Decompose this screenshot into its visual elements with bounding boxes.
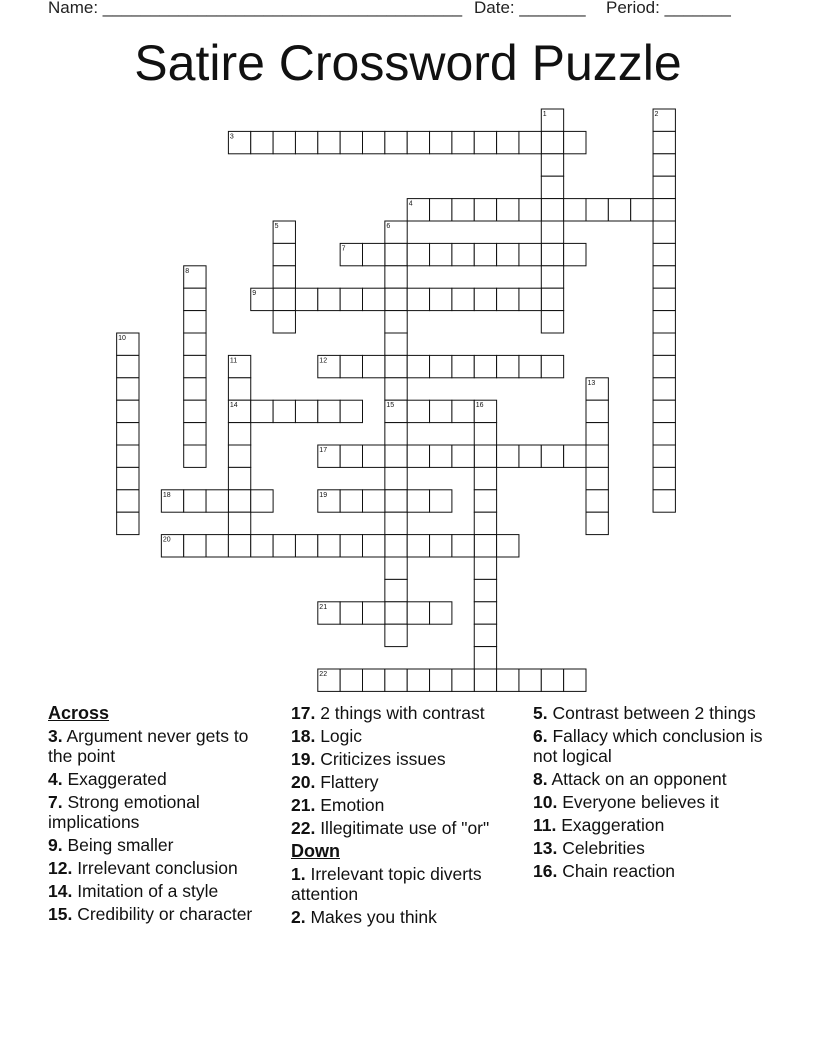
grid-cell[interactable] xyxy=(295,131,317,153)
grid-cell[interactable] xyxy=(497,243,519,265)
grid-cell[interactable] xyxy=(452,131,474,153)
clue-item: 14. Imitation of a style xyxy=(48,881,219,901)
grid-cell[interactable] xyxy=(318,400,340,422)
name-field[interactable]: Name: ______________________________________ xyxy=(48,0,463,17)
cell-number: 13 xyxy=(587,379,596,387)
grid-cell[interactable] xyxy=(363,243,385,265)
grid-cell[interactable] xyxy=(318,535,340,557)
grid-cell[interactable] xyxy=(407,355,429,377)
grid-cell[interactable] xyxy=(519,199,541,221)
clue-item: 10. Everyone believes it xyxy=(533,792,719,812)
grid-cell[interactable] xyxy=(653,400,675,422)
grid-cell[interactable] xyxy=(273,266,295,288)
grid-cell[interactable] xyxy=(385,266,407,288)
page-title: Satire Crossword Puzzle xyxy=(134,35,682,91)
clue-item: 17. 2 things with contrast xyxy=(291,703,485,723)
grid-cell[interactable] xyxy=(586,199,608,221)
grid-cell[interactable] xyxy=(184,311,206,333)
grid-cell[interactable] xyxy=(430,400,452,422)
grid-cell[interactable] xyxy=(653,288,675,310)
grid-cell[interactable] xyxy=(340,400,362,422)
cell-number: 2 xyxy=(654,111,659,118)
grid-cell[interactable] xyxy=(228,423,250,445)
clue-item: 16. Chain reaction xyxy=(533,861,676,881)
grid-cell[interactable] xyxy=(430,445,452,467)
clue-item: 22. Illegitimate use of "or" xyxy=(291,818,490,838)
grid-cell[interactable] xyxy=(519,243,541,265)
grid-cell[interactable] xyxy=(474,131,496,153)
grid-cell[interactable] xyxy=(273,400,295,422)
grid-cell[interactable] xyxy=(474,579,496,601)
grid-cell[interactable] xyxy=(474,624,496,646)
grid-cell[interactable] xyxy=(184,355,206,377)
clues-column-1 xyxy=(48,703,270,927)
grid-cell[interactable] xyxy=(653,423,675,445)
grid-cell[interactable] xyxy=(117,423,139,445)
grid-cell[interactable] xyxy=(452,400,474,422)
clue-item: 4. Exaggerated xyxy=(48,769,167,789)
grid-cell[interactable] xyxy=(385,243,407,265)
grid-cell[interactable] xyxy=(184,333,206,355)
clue-item: 19. Criticizes issues xyxy=(291,749,446,769)
grid-cell[interactable] xyxy=(497,445,519,467)
grid-cell[interactable] xyxy=(452,669,474,691)
clue-item: 2. Makes you think xyxy=(291,907,437,927)
cell-number: 15 xyxy=(386,402,395,410)
grid-cell[interactable] xyxy=(363,669,385,691)
grid-cell[interactable] xyxy=(474,423,496,445)
grid-cell[interactable] xyxy=(117,400,139,422)
grid-cell[interactable] xyxy=(117,490,139,512)
grid-cell[interactable] xyxy=(497,288,519,310)
grid-cell[interactable] xyxy=(251,400,273,422)
grid-cell[interactable] xyxy=(206,535,228,557)
grid-cell[interactable] xyxy=(586,445,608,467)
grid-cell[interactable] xyxy=(519,288,541,310)
clue-item: 7. Strong emotional implications xyxy=(48,792,200,832)
grid-cell[interactable] xyxy=(228,445,250,467)
grid-cell[interactable] xyxy=(474,355,496,377)
grid-cell[interactable] xyxy=(228,535,250,557)
grid-cell[interactable] xyxy=(474,445,496,467)
grid-cell[interactable] xyxy=(653,154,675,176)
grid-cell[interactable] xyxy=(497,199,519,221)
grid-cell[interactable] xyxy=(474,535,496,557)
grid-cell[interactable] xyxy=(318,131,340,153)
date-field[interactable]: Date: _______ xyxy=(474,0,586,17)
grid-cell[interactable] xyxy=(586,467,608,489)
grid-cell[interactable] xyxy=(564,199,586,221)
grid-cell[interactable] xyxy=(251,490,273,512)
grid-cell[interactable] xyxy=(340,445,362,467)
grid-cell[interactable] xyxy=(541,445,563,467)
grid-cell[interactable] xyxy=(653,467,675,489)
grid-cell[interactable] xyxy=(653,131,675,153)
grid-cell[interactable] xyxy=(363,355,385,377)
grid-cell[interactable] xyxy=(653,221,675,243)
grid-cell[interactable] xyxy=(407,131,429,153)
grid-cell[interactable] xyxy=(474,490,496,512)
clue-item: 13. Celebrities xyxy=(533,838,645,858)
grid-cell[interactable] xyxy=(340,669,362,691)
grid-cell[interactable] xyxy=(474,288,496,310)
grid-cell[interactable] xyxy=(497,535,519,557)
cell-number: 11 xyxy=(229,357,238,365)
grid-cell[interactable] xyxy=(653,355,675,377)
cell-number: 8 xyxy=(185,267,190,275)
grid-cell[interactable] xyxy=(184,423,206,445)
clue-item: 6. Fallacy which conclusion is not logical xyxy=(533,726,763,766)
cell-number: 10 xyxy=(118,335,126,342)
grid-cell[interactable] xyxy=(228,467,250,489)
grid-cell[interactable] xyxy=(564,669,586,691)
grid-cell[interactable] xyxy=(497,355,519,377)
cell-number: 1 xyxy=(542,111,547,118)
grid-cell[interactable] xyxy=(184,535,206,557)
grid-cell[interactable] xyxy=(564,243,586,265)
grid-cell[interactable] xyxy=(653,378,675,400)
grid-cell[interactable] xyxy=(586,512,608,534)
grid-cell[interactable] xyxy=(184,445,206,467)
grid-cell[interactable] xyxy=(363,490,385,512)
grid-cell[interactable] xyxy=(385,602,407,624)
cell-number: 17 xyxy=(319,447,328,454)
grid-cell[interactable] xyxy=(430,602,452,624)
clues-column-2 xyxy=(291,703,523,930)
grid-cell[interactable] xyxy=(385,131,407,153)
cell-number: 3 xyxy=(229,133,234,141)
grid-cell[interactable] xyxy=(407,669,429,691)
grid-cell[interactable] xyxy=(363,288,385,310)
grid-cell[interactable] xyxy=(385,445,407,467)
cell-number: 9 xyxy=(252,290,257,298)
grid-cell[interactable] xyxy=(184,490,206,512)
cell-number: 12 xyxy=(319,357,328,365)
grid-cell[interactable] xyxy=(519,669,541,691)
grid-cell[interactable] xyxy=(653,445,675,467)
grid-cell[interactable] xyxy=(497,131,519,153)
grid-cell[interactable] xyxy=(184,378,206,400)
grid-cell[interactable] xyxy=(541,355,563,377)
grid-cell[interactable] xyxy=(474,669,496,691)
cell-number: 5 xyxy=(274,223,279,230)
cell-number: 20 xyxy=(162,536,171,544)
grid-cell[interactable] xyxy=(430,288,452,310)
grid-cell[interactable] xyxy=(385,378,407,400)
grid-cell[interactable] xyxy=(117,512,139,534)
grid-cell[interactable] xyxy=(385,467,407,489)
grid-cell[interactable] xyxy=(340,355,362,377)
grid-cell[interactable] xyxy=(295,288,317,310)
grid-cell[interactable] xyxy=(407,288,429,310)
grid-cell[interactable] xyxy=(564,131,586,153)
grid-cell[interactable] xyxy=(564,445,586,467)
grid-cell[interactable] xyxy=(385,423,407,445)
cell-number: 21 xyxy=(319,603,328,611)
grid-cell[interactable] xyxy=(251,535,273,557)
grid-cell[interactable] xyxy=(452,199,474,221)
grid-cell[interactable] xyxy=(452,288,474,310)
grid-cell[interactable] xyxy=(541,131,563,153)
cell-number: 22 xyxy=(319,671,328,678)
clue-item: 5. Contrast between 2 things xyxy=(533,703,756,723)
grid-cell[interactable] xyxy=(251,131,273,153)
grid-cell[interactable] xyxy=(541,154,563,176)
grid-cell[interactable] xyxy=(407,445,429,467)
cell-number: 4 xyxy=(408,200,413,208)
grid-cell[interactable] xyxy=(117,355,139,377)
grid-cell[interactable] xyxy=(541,176,563,198)
grid-cell[interactable] xyxy=(541,199,563,221)
grid-cell[interactable] xyxy=(653,176,675,198)
grid-cell[interactable] xyxy=(452,535,474,557)
grid-cell[interactable] xyxy=(474,467,496,489)
grid-cell[interactable] xyxy=(474,557,496,579)
grid-cell[interactable] xyxy=(474,243,496,265)
cell-number: 19 xyxy=(319,491,328,499)
grid-cell[interactable] xyxy=(586,490,608,512)
clue-item: 9. Being smaller xyxy=(48,835,174,855)
grid-cell[interactable] xyxy=(385,512,407,534)
grid-cell[interactable] xyxy=(385,490,407,512)
grid-cell[interactable] xyxy=(541,288,563,310)
grid-cell[interactable] xyxy=(363,535,385,557)
grid-cell[interactable] xyxy=(430,131,452,153)
grid-cell[interactable] xyxy=(653,266,675,288)
cell-number: 18 xyxy=(162,491,171,499)
grid-cell[interactable] xyxy=(228,378,250,400)
grid-cell[interactable] xyxy=(586,423,608,445)
grid-cell[interactable] xyxy=(541,221,563,243)
grid-cell[interactable] xyxy=(541,311,563,333)
grid-cell[interactable] xyxy=(407,243,429,265)
grid-cell[interactable] xyxy=(295,400,317,422)
grid-cell[interactable] xyxy=(228,490,250,512)
grid-cell[interactable] xyxy=(385,579,407,601)
grid-cell[interactable] xyxy=(430,490,452,512)
grid-cell[interactable] xyxy=(541,669,563,691)
grid-cell[interactable] xyxy=(184,400,206,422)
grid-cell[interactable] xyxy=(340,131,362,153)
grid-cell[interactable] xyxy=(430,243,452,265)
grid-cell[interactable] xyxy=(430,535,452,557)
grid-cell[interactable] xyxy=(340,535,362,557)
grid-cell[interactable] xyxy=(474,512,496,534)
cell-number: 16 xyxy=(475,402,484,410)
grid-cell[interactable] xyxy=(474,602,496,624)
grid-cell[interactable] xyxy=(385,333,407,355)
grid-cell[interactable] xyxy=(273,288,295,310)
clue-item: 12. Irrelevant conclusion xyxy=(48,858,238,878)
grid-cell[interactable] xyxy=(519,445,541,467)
clue-item: 15. Credibility or character xyxy=(48,904,253,924)
grid-cell[interactable] xyxy=(452,355,474,377)
grid-cell[interactable] xyxy=(407,535,429,557)
grid-cell[interactable] xyxy=(295,535,317,557)
grid-cell[interactable] xyxy=(653,333,675,355)
grid-cell[interactable] xyxy=(385,669,407,691)
grid-cell[interactable] xyxy=(653,311,675,333)
grid-cell[interactable] xyxy=(363,131,385,153)
grid-cell[interactable] xyxy=(318,288,340,310)
grid-cell[interactable] xyxy=(273,131,295,153)
clue-item: 18. Logic xyxy=(291,726,363,746)
grid-cell[interactable] xyxy=(273,243,295,265)
grid-cell[interactable] xyxy=(519,355,541,377)
grid-cell[interactable] xyxy=(653,199,675,221)
grid-cell[interactable] xyxy=(452,243,474,265)
grid-cell[interactable] xyxy=(385,535,407,557)
clue-item: 3. Argument never gets to the point xyxy=(48,726,249,766)
grid-cell[interactable] xyxy=(474,647,496,669)
clue-item: 1. Irrelevant topic diverts attention xyxy=(291,864,482,904)
grid-cell[interactable] xyxy=(385,355,407,377)
grid-cell[interactable] xyxy=(385,311,407,333)
grid-cell[interactable] xyxy=(541,243,563,265)
grid-cell[interactable] xyxy=(340,288,362,310)
grid-cell[interactable] xyxy=(430,355,452,377)
grid-cell[interactable] xyxy=(474,199,496,221)
grid-cell[interactable] xyxy=(653,243,675,265)
grid-cell[interactable] xyxy=(452,445,474,467)
grid-cell[interactable] xyxy=(586,400,608,422)
clue-item: 20. Flattery xyxy=(291,772,379,792)
grid-cell[interactable] xyxy=(385,624,407,646)
clues-column-3 xyxy=(533,703,763,884)
grid-cell[interactable] xyxy=(407,490,429,512)
grid-cell[interactable] xyxy=(385,288,407,310)
period-field[interactable]: Period: _______ xyxy=(606,0,731,17)
grid-cell[interactable] xyxy=(117,378,139,400)
cell-number: 7 xyxy=(341,245,346,253)
grid-cell[interactable] xyxy=(519,131,541,153)
grid-cell[interactable] xyxy=(117,445,139,467)
grid-cell[interactable] xyxy=(430,669,452,691)
grid-cell[interactable] xyxy=(631,199,653,221)
grid-cell[interactable] xyxy=(363,445,385,467)
clue-item: 21. Emotion xyxy=(291,795,385,815)
grid-cell[interactable] xyxy=(407,602,429,624)
grid-cell[interactable] xyxy=(407,400,429,422)
grid-cell[interactable] xyxy=(206,490,228,512)
grid-cell[interactable] xyxy=(340,490,362,512)
grid-cell[interactable] xyxy=(385,557,407,579)
down-heading: Down xyxy=(291,841,340,861)
grid-cell[interactable] xyxy=(653,490,675,512)
grid-cell[interactable] xyxy=(608,199,630,221)
grid-cell[interactable] xyxy=(117,467,139,489)
cell-number: 6 xyxy=(386,223,391,230)
grid-cell[interactable] xyxy=(228,512,250,534)
grid-cell[interactable] xyxy=(340,602,362,624)
clue-item: 8. Attack on an opponent xyxy=(533,769,727,789)
grid-cell[interactable] xyxy=(430,199,452,221)
grid-cell[interactable] xyxy=(541,266,563,288)
cell-number: 14 xyxy=(229,402,238,410)
grid-cell[interactable] xyxy=(363,602,385,624)
grid-cell[interactable] xyxy=(184,288,206,310)
clue-item: 11. Exaggeration xyxy=(533,815,665,835)
grid-cell[interactable] xyxy=(497,669,519,691)
grid-cell[interactable] xyxy=(273,311,295,333)
across-heading: Across xyxy=(48,703,110,723)
grid-cell[interactable] xyxy=(273,535,295,557)
